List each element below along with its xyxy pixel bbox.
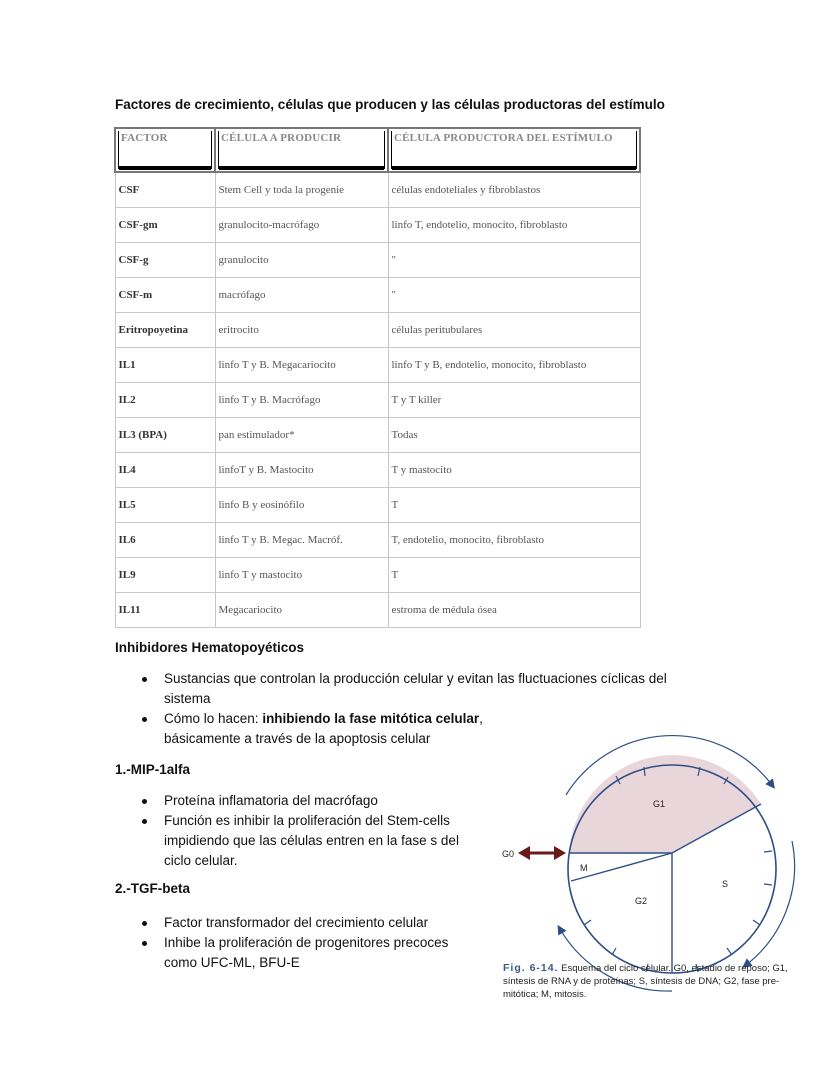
g0-arrow-right-head xyxy=(554,846,566,860)
table-row xyxy=(115,593,640,628)
factor-cell: IL2 xyxy=(115,383,215,418)
label-g1: G1 xyxy=(653,799,666,809)
label-m: M xyxy=(580,863,588,873)
heading-tgf-beta: 2.-TGF-beta xyxy=(115,881,191,896)
table-header-row xyxy=(115,128,640,172)
heading-inhibitors: Inhibidores Hematopoyéticos xyxy=(115,640,305,655)
table-row xyxy=(115,348,640,383)
table-row xyxy=(115,383,640,418)
heading-mip-1alfa: 1.-MIP-1alfa xyxy=(115,762,191,777)
mip-list xyxy=(115,791,495,871)
produce-cell: granulocito-macrófago xyxy=(215,208,388,243)
figure-caption-text: Esquema del ciclo celular. G0, estadio de reposo; G1, síntesis de RNA y de proteínas; S, síntesis de DNA; G2, fase pre-mitótica; M, mitosis. xyxy=(503,963,788,1000)
produce-cell: linfoT y B. Mastocito xyxy=(215,453,388,488)
g0-arrow-left-head xyxy=(518,846,530,860)
table-row xyxy=(115,243,640,278)
label-s: S xyxy=(722,879,729,889)
table-row xyxy=(115,278,640,313)
produce-cell: linfo T y B. Megac. Macróf. xyxy=(215,523,388,558)
table-row xyxy=(115,558,640,593)
factor-cell: CSF xyxy=(115,172,215,208)
produce-cell: linfo T y B. Megacariocito xyxy=(215,348,388,383)
factor-cell: IL3 (BPA) xyxy=(115,418,215,453)
produce-cell: linfo T y mastocito xyxy=(215,558,388,593)
produce-cell: Stem Cell y toda la progenie xyxy=(215,172,388,208)
produce-cell: linfo B y eosinófilo xyxy=(215,488,388,523)
factor-cell: IL5 xyxy=(115,488,215,523)
factor-cell: IL9 xyxy=(115,558,215,593)
produce-cell: pan estimulador* xyxy=(215,418,388,453)
stimulus-cell: " xyxy=(388,243,640,278)
table-row xyxy=(115,208,640,243)
list-item: Factor transformador del crecimiento celular xyxy=(115,913,495,933)
stimulus-cell: linfo T, endotelio, monocito, fibroblasto xyxy=(388,208,640,243)
table-row xyxy=(115,418,640,453)
figure-number: Fig. 6-14. xyxy=(503,962,559,974)
growth-factors-table xyxy=(114,127,641,628)
label-g2: G2 xyxy=(635,896,648,906)
header-cell-to-produce: CÉLULA A PRODUCIR xyxy=(215,128,388,172)
factor-cell: CSF-g xyxy=(115,243,215,278)
produce-cell: linfo T y B. Macrófago xyxy=(215,383,388,418)
stimulus-cell: células endoteliales y fibroblastos xyxy=(388,172,640,208)
factor-cell: IL11 xyxy=(115,593,215,628)
stimulus-cell: T xyxy=(388,488,640,523)
produce-cell: Megacariocito xyxy=(215,593,388,628)
stimulus-cell: T y mastocito xyxy=(388,453,640,488)
stimulus-cell: linfo T y B, endotelio, monocito, fibroblasto xyxy=(388,348,640,383)
factor-cell: IL4 xyxy=(115,453,215,488)
factor-cell: CSF-gm xyxy=(115,208,215,243)
factor-cell: IL6 xyxy=(115,523,215,558)
list-item: Sustancias que controlan la producción celular y evitan las fluctuaciones cíclicas del sistema xyxy=(115,669,675,709)
header-stimulus-cell: CÉLULA PRODUCTORA DEL ESTÍMULO xyxy=(388,128,640,172)
table-row xyxy=(115,453,640,488)
produce-cell: eritrocito xyxy=(215,313,388,348)
header-factor: FACTOR xyxy=(115,128,215,172)
stimulus-cell: T, endotelio, monocito, fibroblasto xyxy=(388,523,640,558)
factor-cell: CSF-m xyxy=(115,278,215,313)
stimulus-cell: estroma de médula ósea xyxy=(388,593,640,628)
stimulus-cell: células peritubulares xyxy=(388,313,640,348)
tgf-list xyxy=(115,913,495,973)
table-row xyxy=(115,172,640,208)
produce-cell: macrófago xyxy=(215,278,388,313)
list-item: Cómo lo hacen: inhibiendo la fase mitótica celular, básicamente a través de la apoptosis celular xyxy=(115,709,675,749)
list-item: Función es inhibir la proliferación del Stem-cells impidiendo que las células entren en la fase s del ciclo celular. xyxy=(115,811,495,871)
table-row xyxy=(115,488,640,523)
page-title: Factores de crecimiento, células que producen y las células productoras del estímulo xyxy=(115,97,665,112)
factor-cell: IL1 xyxy=(115,348,215,383)
list-item: Proteína inflamatoria del macrófago xyxy=(115,791,495,811)
table-row xyxy=(115,313,640,348)
stimulus-cell: Todas xyxy=(388,418,640,453)
table-row xyxy=(115,523,640,558)
figure-caption xyxy=(503,962,803,1001)
list-item: Inhibe la proliferación de progenitores precoces como UFC-ML, BFU-E xyxy=(115,933,495,973)
stimulus-cell: T y T killer xyxy=(388,383,640,418)
produce-cell: granulocito xyxy=(215,243,388,278)
stimulus-cell: T xyxy=(388,558,640,593)
stimulus-cell: " xyxy=(388,278,640,313)
label-g0: G0 xyxy=(502,849,515,859)
factor-cell: Eritropoyetina xyxy=(115,313,215,348)
